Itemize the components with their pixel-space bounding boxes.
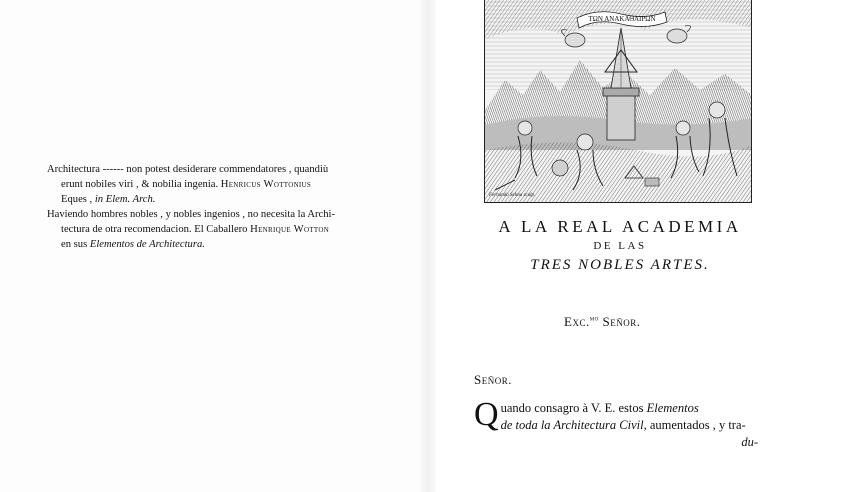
epigraph-spanish-ensus: en sus: [61, 239, 88, 250]
body-line1-roman: uando consagro à V. E. estos: [500, 401, 644, 415]
body-line3: du-: [741, 435, 758, 449]
salutation-superscript: mo: [589, 314, 599, 323]
engraver-signature: Fernando Selma sculp.: [489, 193, 536, 198]
body-line2: [474, 417, 758, 434]
body-line1-italic: Elementos: [646, 401, 699, 415]
dedication-body: [474, 396, 758, 451]
body-line1: [474, 400, 758, 417]
salutation-prefix: Exc.: [564, 314, 590, 329]
epigraph-spanish-text: tectura de otra recomendacion. El Caballero: [61, 224, 248, 235]
epigraph-spanish-source: Elementos de Architectura.: [89, 239, 205, 250]
engraving-illustration: [485, 0, 752, 203]
left-page: [0, 0, 420, 492]
epigraph: [47, 162, 377, 252]
right-page: [436, 0, 848, 492]
epigraph-spanish-line3: [47, 237, 377, 252]
epigraph-latin-line3: [47, 192, 377, 207]
epigraph-spanish-line2: [47, 222, 377, 237]
dedication-line2: DE LAS: [593, 240, 647, 252]
epigraph-spanish-author: Henrique Wotton: [250, 224, 330, 235]
epigraph-latin-source: in Elem. Arch.: [94, 194, 156, 205]
epigraph-latin-line2: [47, 177, 377, 192]
salutation: [564, 314, 641, 330]
frontispiece-engraving: [484, 0, 752, 203]
epigraph-latin-text: erunt nobiles viri , & nobilia ingenia.: [61, 179, 219, 190]
body-line2-roman: , aumentados , y tra-: [643, 418, 746, 432]
engraving-banner-text: ΤΩΝ ΑΝΑΚΑΘΑΙΡΩΝ: [588, 15, 656, 23]
body-line2-italic: de toda la Architectura Civil: [500, 418, 644, 432]
book-gutter: [420, 0, 436, 492]
dedication-line3: TRES NOBLES ARTES.: [530, 257, 710, 273]
salutation-word: Señor.: [602, 314, 641, 329]
dedication-line1: A LA REAL ACADEMIA: [498, 217, 742, 236]
epigraph-spanish-line1: Haviendo hombres nobles , y nobles ingenios , no necesita la Archi-: [47, 209, 336, 220]
epigraph-latin-author: Henricus Wottonius: [220, 179, 312, 190]
epigraph-latin: [47, 162, 377, 207]
dedication-heading: [472, 216, 768, 276]
epigraph-latin-eques: Eques ,: [61, 194, 93, 205]
drop-cap: Q: [474, 396, 499, 433]
epigraph-spanish: [47, 207, 377, 252]
address-line: Señor.: [474, 372, 512, 387]
epigraph-latin-line1: Architectura ------ non potest desiderare commendatores , quandiù: [47, 164, 329, 175]
